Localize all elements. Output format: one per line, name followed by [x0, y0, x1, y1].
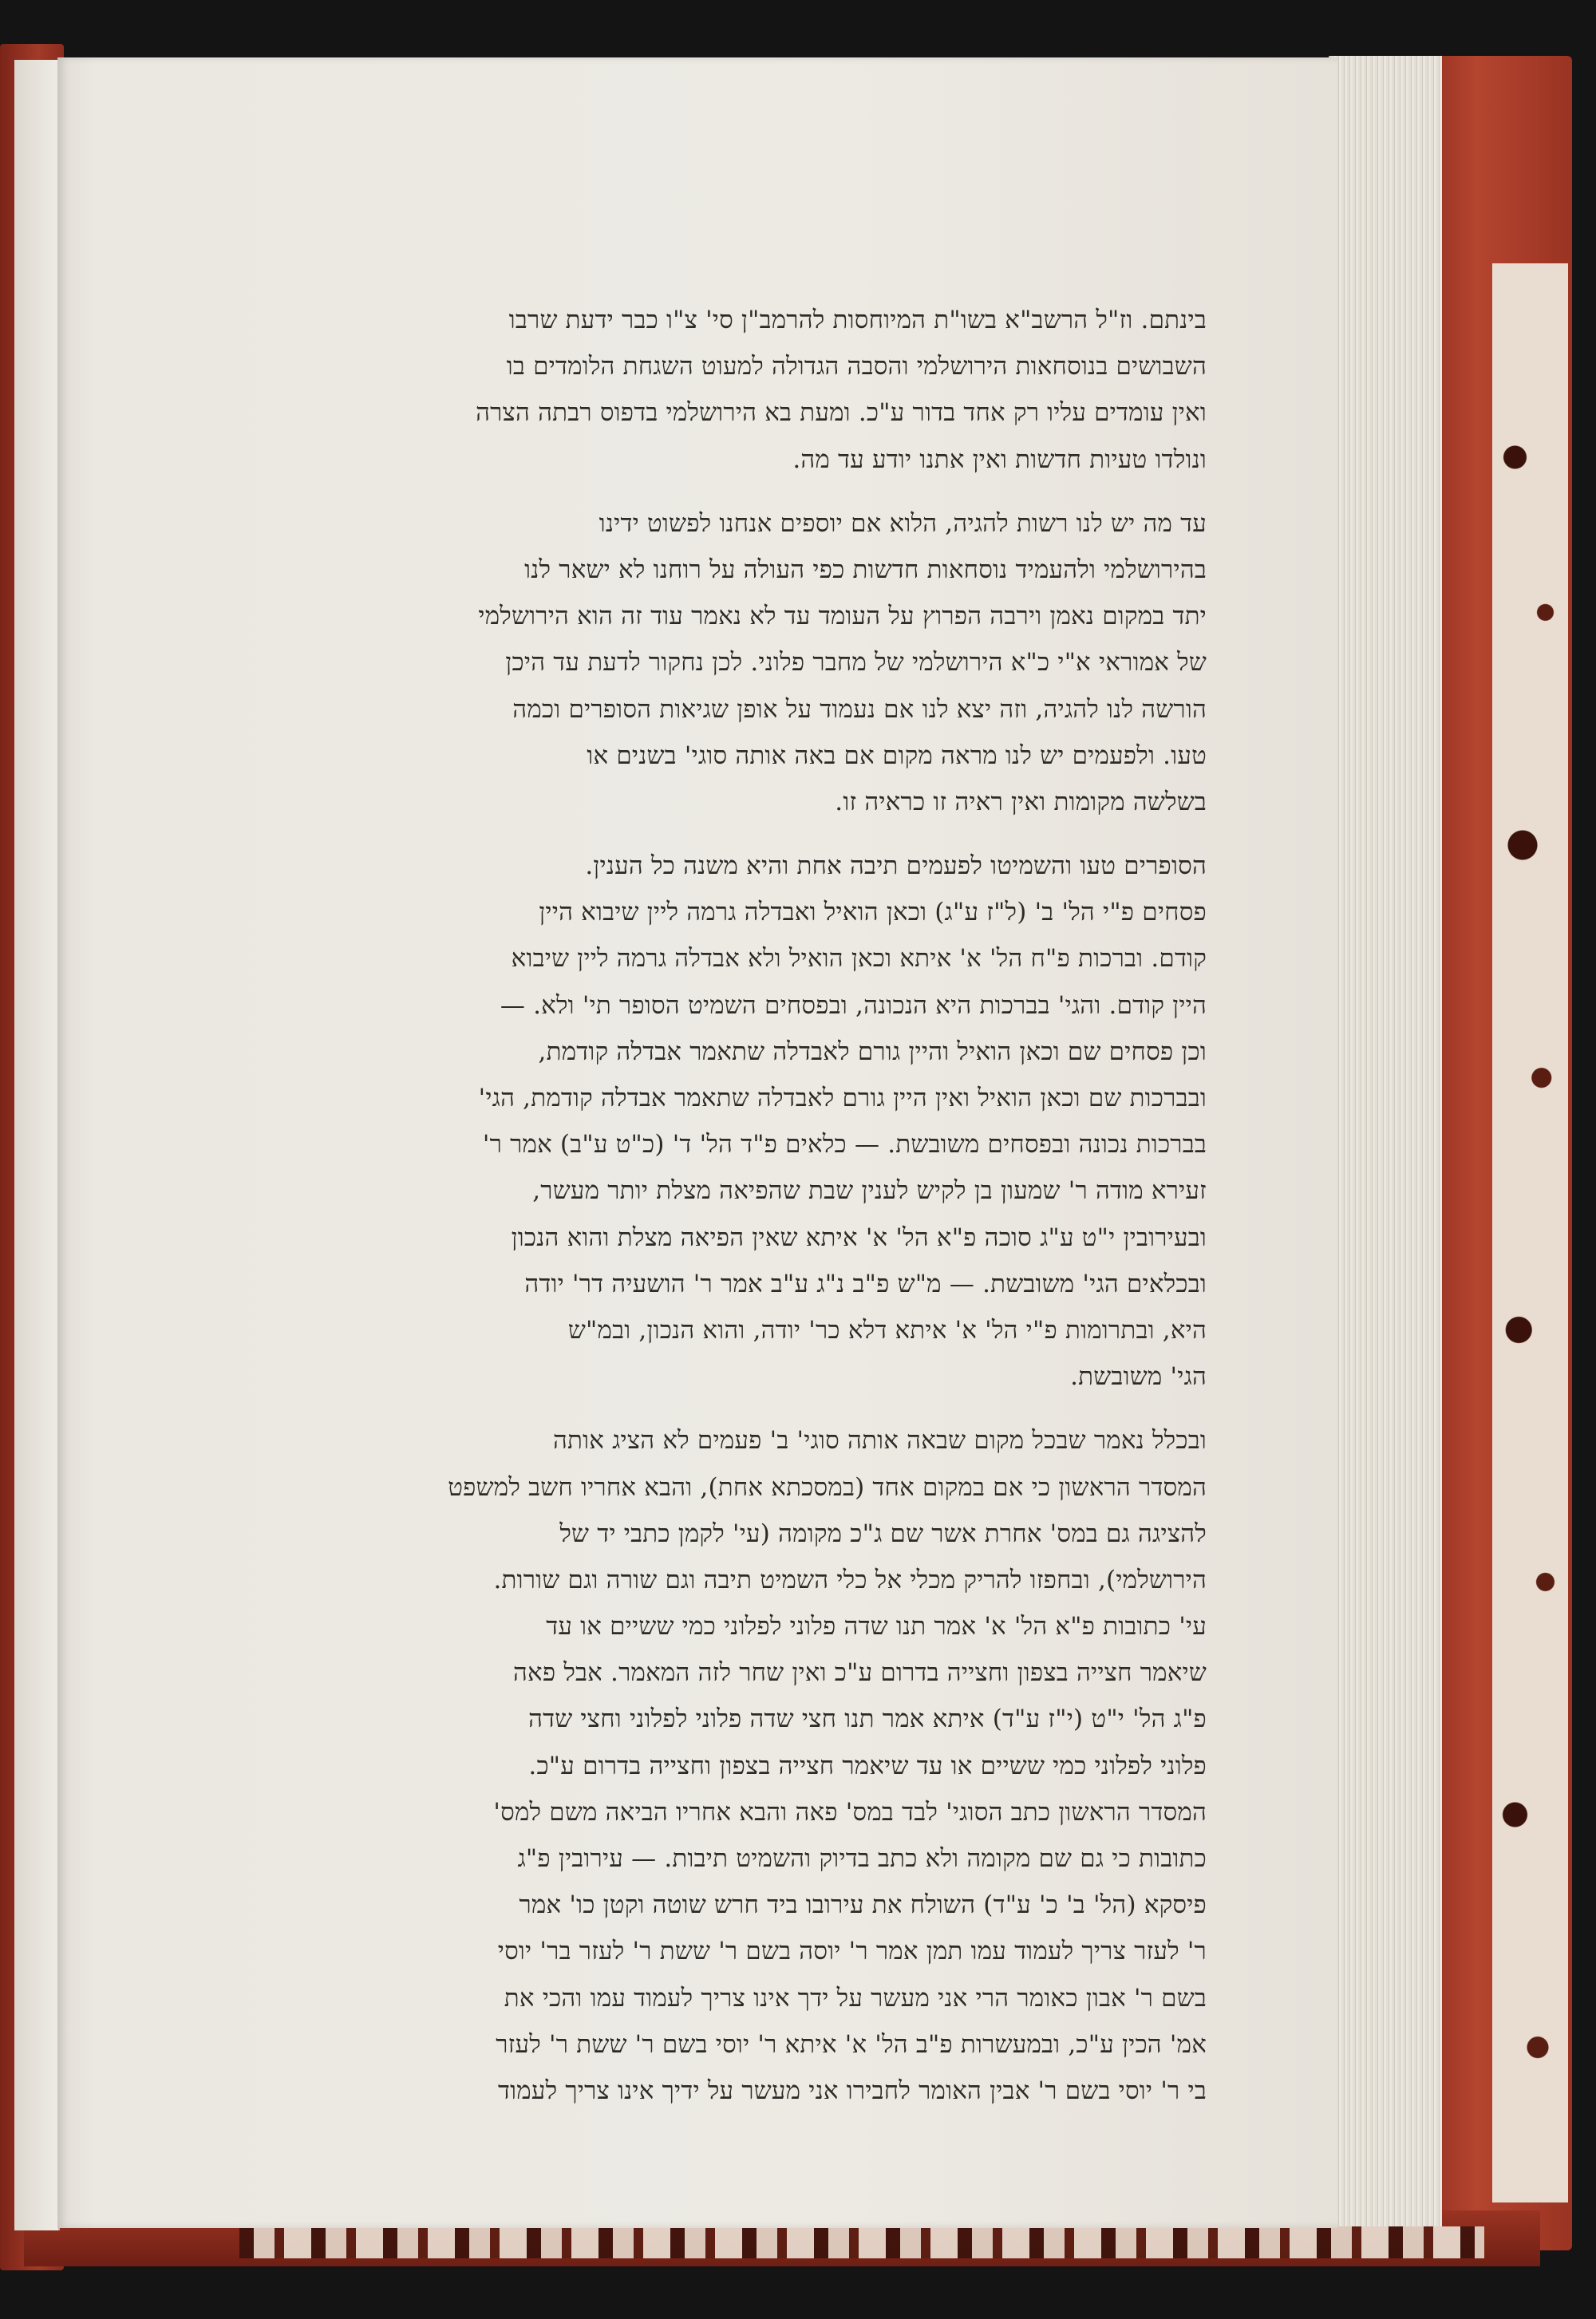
text-line: פ"ג הל' י"ט (י"ז ע"ד) איתא אמר תנו חצי שדה פלוני לפלוני וחצי שדה [528, 1705, 1207, 1734]
text-line: פסחים פ"י הל' ב' (ל"ז ע"ג) וכאן הואיל ואבדלה גרמה ליין שיבוא היין [539, 898, 1207, 927]
text-line: זעירא מודה ר' שמעון בן לקיש לענין שבת שהפיאה מצלת יותר מעשר, [532, 1176, 1207, 1206]
facing-page-edge [14, 60, 60, 2230]
page-stack-edges [1329, 56, 1442, 2226]
text-line: כתובות כי גם שם מקומה ולא כתב בדיוק והשמיט תיבות. — עירובין פ"ג [517, 1844, 1207, 1873]
text-line: ובברכות שם וכאן הואיל ואין היין גורם לאבדלה שתאמר אבדלה קודמת, הגי' [478, 1084, 1207, 1112]
text-line: הגי' משובשת. [1070, 1362, 1207, 1392]
text-line: ונולדו טעיות חדשות ואין אתנו יודע עד מה. [792, 444, 1207, 474]
text-line: עד מה יש לנו רשות להגיה, הלוא אם יוספים אנחנו לפשוט ידינו [598, 508, 1207, 538]
text-line: ובכלאים הגי' משובשת. — מ"ש פ"ב נ"ג ע"ב אמר ר' הושעיה דר' יודה [524, 1269, 1207, 1298]
text-line: בברכות נכונה ובפסחים משובשת. — כלאים פ"ד הל' ד' (כ"ט ע"ב) אמר ר' [482, 1130, 1207, 1160]
text-line: פיסקא (הל' ב' כ' ע"ד) השולח את עירובו ביד חרש שוטה וקטן כו' אמר [519, 1890, 1207, 1920]
text-line: בינתם. וז"ל הרשב"א בשו"ת המיוחסות להרמב"ן סי' צ"ו כבר ידעת שרבו [508, 306, 1207, 334]
text-line: אמ' הכין ע"כ, ובמעשרות פ"ב הל' א' איתא ר' יוסי בשם ר' ששת ר' לעזר [496, 2029, 1207, 2059]
text-line: הירושלמי), ובחפזו להריק מכלי אל כלי השמיט תיבה וגם שורה וגם שורות. [493, 1565, 1207, 1594]
text-line: פלוני לפלוני כמי ששיים או עד שיאמר חצייה בצפון וחצייה בדרום ע"כ. [528, 1751, 1207, 1780]
text-line: היא, ובתרומות פ"י הל' א' איתא דלא כר' יודה, והוא הנכון, ובמ"ש [567, 1315, 1207, 1345]
text-line: ר' לעזר צריך לעמוד עמו תמן אמר ר' יוסה בשם ר' ששת ר' לעזר בר' יוסי [497, 1937, 1207, 1966]
text-line: וכן פסחים שם וכאן הואיל והיין גורם לאבדלה שתאמר אבדלה קודמת, [538, 1037, 1207, 1066]
text-line: שיאמר חצייה בצפון וחצייה בדרום ע"כ ואין שחר לזה המאמר. אבל פאה [513, 1658, 1207, 1688]
text-line: בשם ר' אבון כאומר הרי אני מעשר על ידך אינו צריך לעמוד עמו והכי את [504, 1983, 1207, 2013]
paragraph [145, 297, 1207, 483]
text-line: ובעירובין י"ט ע"ג סוכה פ"א הל' א' איתא שאין הפיאה מצלת והוא הנכון [511, 1223, 1207, 1252]
page-text [145, 297, 1207, 2114]
marbled-bottom-edge [239, 2226, 1484, 2258]
text-line: של אמוראי א"י כ"א הירושלמי של מחבר פלוני. לכן נחקור לדעת עד היכן [505, 648, 1207, 678]
text-line: המסדר הראשון כי אם במקום אחד (במסכתא אחת), והבא אחריו חשב למשפט [448, 1472, 1207, 1502]
paragraph [145, 843, 1207, 1400]
text-line: בשלשה מקומות ואין ראיה זו כראיה זו. [835, 787, 1207, 816]
text-line: יתד במקום נאמן וירבה הפרוץ על העומד עד לא נאמר עוד זה הוא הירושלמי [478, 602, 1207, 631]
text-line: ובכלל נאמר שבכל מקום שבאה אותה סוגי' ב' פעמים לא הציג אותה [552, 1426, 1207, 1456]
paragraph [145, 500, 1207, 825]
text-line: הסופרים טעו והשמיטו לפעמים תיבה אחת והיא משנה כל הענין. [585, 851, 1207, 881]
text-line: המסדר הראשון כתב הסוגי' לבד במס' פאה והבא אחריו הביאה משם למס' [493, 1797, 1207, 1827]
text-line: בהירושלמי ולהעמיד נוסחאות חדשות כפי העולה על רוחנו לא ישאר לנו [524, 555, 1207, 584]
text-line: הורשה לנו להגיה, וזה יצא לנו אם נעמוד על אופן שגיאות הסופרים וכמה [512, 694, 1207, 724]
text-line: בי ר' יוסי בשם ר' אבין האומר לחבירו אני מעשר על ידיך אינו צריך לעמוד [498, 2076, 1207, 2105]
text-line: טעו. ולפעמים יש לנו מראה מקום אם באה אותה סוגי' בשנים או [587, 741, 1207, 770]
text-line: השבושים בנוסחאות הירושלמי והסבה הגדולה למעוט השגחת הלומדים בו [506, 352, 1207, 381]
book-page [57, 57, 1338, 2228]
text-line: היין קודם. והגי' בברכות היא הנכונה, ובפסחים השמיט הסופר תי' ולא. — [500, 990, 1207, 1020]
text-line: להציגה גם במס' אחרת אשר שם ג"כ מקומה (עי' לקמן כתבי יד של [559, 1519, 1207, 1548]
text-line: קודם. וברכות פ"ח הל' א' איתא וכאן הואיל ולא אבדלה גרמה ליין שיבוא [511, 944, 1207, 974]
paragraph [145, 1417, 1207, 2114]
text-line: עי' כתובות פ"א הל' א' אמר תנו שדה פלוני לפלוני כמי ששיים או עד [546, 1612, 1207, 1641]
marbled-page-edge [1492, 263, 1568, 2202]
text-line: ואין עומדים עליו רק אחד בדור ע"כ. ומעת בא הירושלמי בדפוס רבתה הצרה [476, 398, 1207, 428]
